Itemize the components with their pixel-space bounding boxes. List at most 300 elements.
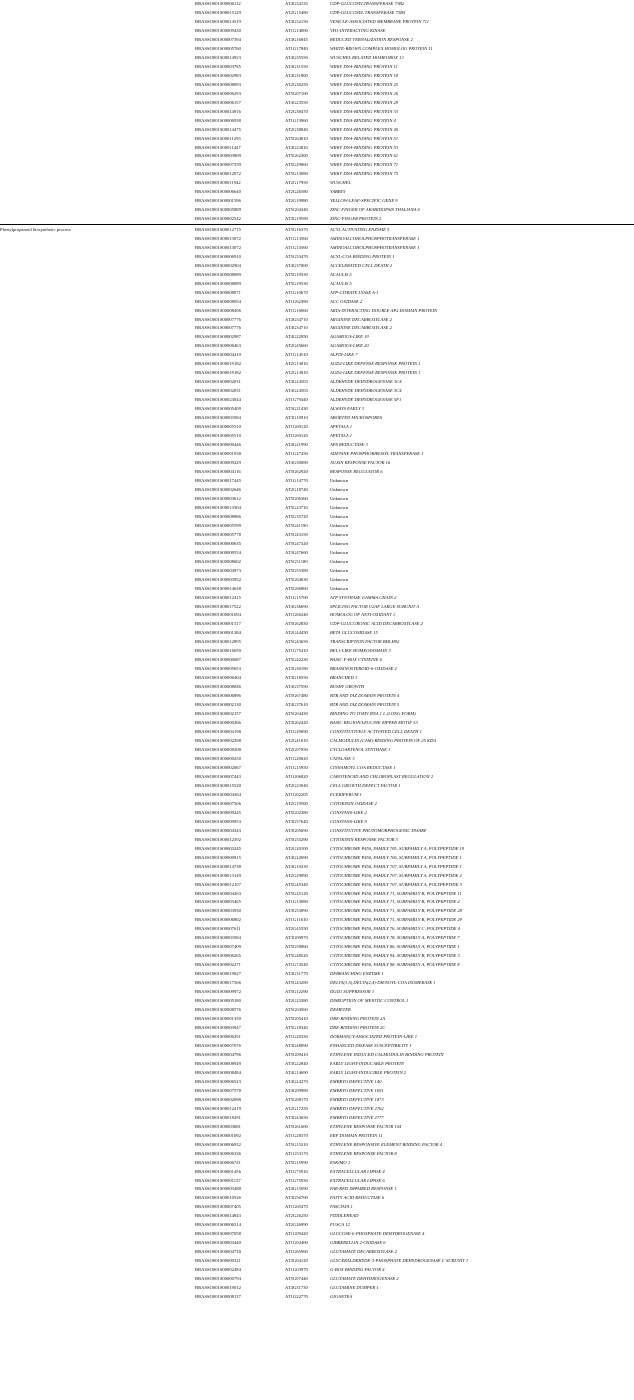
brassica-gene-id: BRASSO001S00002987 [195,334,241,340]
gene-description: WHITE-BROWN COMPLEX HOMOLOG PROTEIN 11 [330,45,433,51]
go-category-label [0,486,195,495]
arabidopsis-agi-code: AT4G19230 [285,863,308,869]
brassica-gene-id: BRASSO001S00005409 [195,406,241,412]
gene-description: Unknown [330,540,349,546]
go-category-label [0,1087,195,1096]
gene-description: APETALA 1 [330,424,353,430]
gene-description: HOMOLOG OF ANTI-OXIDANT 1 [330,612,396,618]
brassica-gene-id: BRASSO001S00002031 [195,379,241,385]
arabidopsis-agi-code: AT1G74540 [285,962,308,968]
table-row [0,1177,634,1186]
brassica-gene-id: BRASSO001S00001384 [195,630,241,636]
table-row [0,316,634,325]
gene-description: WRKY DNA-BINDING PROTEIN 61 [330,153,399,159]
gene-description: WUSCHEL RELATED HOMEOBOX 13 [330,54,404,60]
table-row [0,45,634,54]
go-category-label [0,206,195,215]
go-category-label [0,531,195,540]
arabidopsis-agi-code: AT4G24503 [285,388,308,394]
arabidopsis-agi-code: AT2G23040 [285,782,308,788]
table-row [0,898,634,907]
go-category-label [0,170,195,179]
gene-description: WRKY DNA-BINDING PROTEIN 4 [330,117,396,123]
go-category-label [0,27,195,36]
arabidopsis-agi-code: AT5G05410 [285,1016,308,1022]
gene-description: CYTOCHROME P450, FAMILY 71, SUBFAMILY B, POLYPEPTIDE 29 [330,917,462,923]
gene-description: BINDING TO TOMV RNA 1 L (LONG FORM) [330,711,416,717]
table-row [0,549,634,558]
gene-description: CELL GROWTH DEFECT FACTOR 1 [330,782,401,788]
brassica-gene-id: BRASSO001S00003245 [195,845,241,851]
table-row [0,988,634,997]
brassica-gene-id: BRASSO001S00007506 [195,800,241,806]
go-category-label [0,872,195,881]
arabidopsis-agi-code: AT5G15210 [285,1141,308,1147]
arabidopsis-agi-code: AT4G22690 [285,854,308,860]
gene-description: GLUTAMINE DUMPER 1 [330,1285,379,1291]
table-row [0,683,634,692]
gene-description: YABBY5 [330,189,346,195]
brassica-gene-id: BRASSO001S00002398 [195,738,241,744]
arabidopsis-agi-code: AT4G31730 [285,1285,308,1291]
brassica-gene-id: BRASSO001S00005599 [195,522,241,528]
go-category-label [0,405,195,414]
gene-description: VH1-INTERACTING KINASE [330,27,386,33]
arabidopsis-agi-code: AT2G38840 [285,126,308,132]
gene-description: ACAULIS 5 [330,280,352,286]
table-row [0,161,634,170]
go-category-label [0,1069,195,1078]
brassica-gene-id: BRASSO001S00009554 [195,549,241,555]
go-category-label [0,126,195,135]
brassica-gene-id: BRASSO001S00003681 [195,1123,241,1129]
table-row [0,1096,634,1105]
go-category-label [0,961,195,970]
table-row [0,925,634,934]
brassica-gene-id: BRASSO001S00012415 [195,594,241,600]
arabidopsis-agi-code: AT1G22770 [285,1294,308,1300]
gene-description: ADENINE PHOSPHORIBOSYL TRANSFERASE 1 [330,451,424,457]
gene-description: ETHYLENE RESPONSE FACTOR 8 [330,1150,397,1156]
table-row [0,1194,634,1203]
go-category-label [0,683,195,692]
go-category-label [0,1212,195,1221]
table-row [0,1123,634,1132]
gene-description: ALDEHYDE DEHYDROGENASE 3C4 [330,379,402,385]
table-row [0,135,634,144]
arabidopsis-agi-code: AT5G51180 [285,558,308,564]
go-category-label [0,1123,195,1132]
gene-description: CYTOCHROME P450, FAMILY 71, SUBFAMILY B, POLYPEPTIDE 2 [330,899,460,905]
table-row [0,1114,634,1123]
table-row [0,997,634,1006]
table-row [0,881,634,890]
brassica-gene-id: BRASSO001S00000321 [195,1258,241,1264]
go-category-label [0,1042,195,1051]
arabidopsis-agi-code: AT3G09970 [285,935,308,941]
table-row [0,1051,634,1060]
arabidopsis-agi-code: AT1G15950 [285,764,308,770]
gene-description: DGD1 SUPPRESSOR 1 [330,989,375,995]
gene-description: DEMETER [330,1007,351,1013]
go-category-label [0,1060,195,1069]
brassica-gene-id: BRASSO001S00003584 [195,415,241,421]
arabidopsis-agi-code: AT5G41190 [285,522,308,528]
arabidopsis-agi-code: AT2G20100 [285,845,308,851]
go-category-label [0,450,195,459]
arabidopsis-agi-code: AT1G79440 [285,397,308,403]
go-category-label [0,1194,195,1203]
gene-description: CYCLOARTENOL SYNTHASE 1 [330,747,391,752]
arabidopsis-agi-code: AT5G19530 [285,280,308,286]
arabidopsis-agi-code: AT3G43650 [285,1114,308,1120]
brassica-gene-id: BRASSO001S00002646 [195,486,241,492]
go-category-label [0,235,195,244]
go-category-label [0,567,195,576]
arabidopsis-agi-code: AT4G34135 [285,1,308,6]
brassica-gene-id: BRASSO001S00004343 [195,827,241,833]
arabidopsis-agi-code: AT5G04340 [285,207,308,213]
gene-description: Unknown [330,522,349,528]
arabidopsis-agi-code: AT2G23380 [285,998,308,1004]
arabidopsis-agi-code: AT1G20330 [285,1034,308,1039]
go-category-label [0,1006,195,1015]
brassica-gene-id: BRASSO001S00003488 [195,1186,241,1192]
gene-description: CONSTANS-LIKE 2 [330,809,367,815]
table-row [0,360,634,369]
gene-description: GLYCERALDEHYDE-3-PHOSPHATE DEHYDROGENASE C SUBUNIT 1 [330,1258,469,1264]
arabidopsis-agi-code: AT4G23810 [285,144,308,150]
gene-description: GIBBERELLIN 2-OXIDASE 6 [330,1240,386,1246]
table-row [0,504,634,513]
table-row [0,719,634,728]
arabidopsis-agi-code: AT1G10670 [285,289,308,295]
go-category-label [0,647,195,656]
go-category-label [0,800,195,809]
go-category-label [0,1141,195,1150]
gene-description: Unknown [330,495,349,501]
go-category-label [0,81,195,90]
go-category-label [0,378,195,387]
brassica-gene-id: BRASSO001S00003952 [195,576,241,582]
arabidopsis-agi-code: AT5G29860 [285,162,308,168]
brassica-gene-id: BRASSO001S00012392 [195,836,241,842]
arabidopsis-agi-code: AT5G43650 [285,639,308,645]
go-category-label [0,441,195,450]
arabidopsis-agi-code: AT2G19500 [285,800,308,806]
table-row [0,369,634,378]
arabidopsis-agi-code: AT1G13560 [285,235,308,241]
gene-description: EMBRYO DEFECTIVE 1873 [330,1096,384,1102]
table-row [0,414,634,423]
go-category-label [0,585,195,594]
go-category-label [0,432,195,441]
gene-description: WRKY DNA-BINDING PROTEIN 71 [330,162,399,168]
arabidopsis-agi-code: AT5G58860 [285,944,308,950]
table-row [0,396,634,405]
brassica-gene-id: BRASSO001S00007776 [195,325,241,331]
brassica-gene-id: BRASSO001S00001938 [195,451,241,457]
table-row [0,755,634,764]
table-row [0,961,634,970]
brassica-gene-id: BRASSO001S00006463 [195,343,241,349]
gene-description: WRKY DNA-BINDING PROTEIN 33 [330,108,399,114]
go-category-label [0,280,195,289]
brassica-gene-id: BRASSO001S00007076 [195,1042,241,1048]
table-row [0,72,634,81]
brassica-gene-id: BRASSO001S00000687 [195,657,241,663]
brassica-gene-id: BRASSO001S00008137 [195,1294,241,1300]
arabidopsis-agi-code: AT5G04430 [285,711,308,717]
brassica-gene-id: BRASSO001S00008886 [195,513,241,519]
table-row [0,289,634,298]
brassica-gene-id: BRASSO001S00002031 [195,388,241,394]
gene-description: Unknown [330,504,349,510]
go-category-label [0,1078,195,1087]
go-category-label [0,253,195,262]
table-row [0,665,634,674]
go-category-label [0,979,195,988]
brassica-gene-id: BRASSO001S00001517 [195,621,241,627]
table-row [0,1141,634,1150]
table-row [0,262,634,271]
arabidopsis-agi-code: AT5G62920 [285,468,308,474]
table-row [0,1221,634,1230]
table-row [0,934,634,943]
gene-description: Unknown [330,513,349,519]
arabidopsis-agi-code: AT1G62380 [285,298,308,304]
table-row [0,594,634,603]
table-row [0,1293,634,1302]
gene-description: GIGANTEA [330,1294,353,1300]
table-row [0,558,634,567]
arabidopsis-agi-code: AT5G62830 [285,621,308,627]
gene-description: ESKIMO 1 [330,1159,351,1165]
brassica-gene-id: BRASSO001S00005510 [195,433,241,439]
gene-description: ATP SYNTHASE GAMMA CHAIN 2 [330,594,397,600]
go-category-label [0,773,195,782]
arabidopsis-agi-code: AT2G41010 [285,738,308,744]
gene-description: G-BOX BINDING FACTOR 4 [330,1267,385,1273]
gene-description: YELLOW-LEAF-SPECIFIC GENE 9 [330,198,398,204]
arabidopsis-agi-code: AT5G55380 [285,567,308,573]
table-row [0,468,634,477]
go-category-label [0,90,195,99]
brassica-gene-id: BRASSO001S00002904 [195,262,241,268]
brassica-gene-id: BRASSO001S00019182 [195,361,241,367]
table-row [0,531,634,540]
table-row [0,890,634,899]
table-row [0,1006,634,1015]
brassica-gene-id: BRASSO001S00008949 [195,1060,241,1066]
arabidopsis-agi-code: AT1G29690 [285,729,308,735]
go-category-label [0,396,195,405]
brassica-gene-id: BRASSO001S00008054 [195,298,241,304]
arabidopsis-agi-code: AT5G13080 [285,171,308,177]
gene-description: ZINC-FINGER PROTEIN 2 [330,216,382,222]
table-row [0,979,634,988]
table-row [0,215,634,224]
table-row [0,225,634,235]
arabidopsis-agi-code: AT2G45550 [285,926,308,932]
go-category-label [0,737,195,746]
arabidopsis-agi-code: AT2G38470 [285,108,308,114]
gene-description: CYTOCHROME P450, FAMILY 705, SUBFAMILY A, POLYPEPTIDE 19 [330,845,465,851]
go-category-label [0,1275,195,1284]
brassica-gene-id: BRASSO001S00007611 [195,926,241,932]
gene-description: WRKY DNA-BINDING PROTEIN 26 [330,90,399,96]
go-category-label [0,72,195,81]
brassica-gene-id: BRASSO001S00014916 [195,108,241,114]
brassica-gene-id: BRASSO001S00008602 [195,558,241,564]
arabidopsis-agi-code: AT1G16060 [285,307,308,313]
go-category-label [0,152,195,161]
arabidopsis-agi-code: AT4G34710 [285,325,308,331]
arabidopsis-agi-code: AT1G28370 [285,1132,308,1138]
arabidopsis-agi-code: AT1G27450 [285,451,308,457]
gene-description: BUSHY GROWTH [330,684,365,690]
arabidopsis-agi-code: AT5G08170 [285,1096,308,1102]
go-category-label [0,188,195,197]
gene-description: AGD2-LIKE DEFENSE RESPONSE PROTEIN 1 [330,370,421,376]
table-row [0,773,634,782]
go-category-label [0,1024,195,1033]
table-row [0,1015,634,1024]
gene-description: Unknown [330,567,349,573]
table-row [0,836,634,845]
table-row [0,387,634,396]
gene-description: ACYL ACTIVATING ENZYME 5 [330,225,634,235]
table-row [0,63,634,72]
arabidopsis-agi-code: AT2G13810 [285,370,308,376]
table-row [0,540,634,549]
brassica-gene-id: BRASSO001S00023044 [195,397,241,403]
go-category-label [0,710,195,719]
arabidopsis-agi-code: AT4G09980 [285,1087,308,1093]
table-row [0,0,634,9]
go-category-label [0,611,195,620]
go-category-label [0,620,195,629]
arabidopsis-agi-code: AT5G45340 [285,881,308,887]
table-row [0,603,634,612]
brassica-gene-id: BRASSO001S00009430 [195,27,241,33]
brassica-gene-id: BRASSO001S00003785 [195,63,241,69]
gene-description: EMBRYO DEFECTIVE 2777 [330,1114,384,1120]
gene-description: ETHYLENE RESPONSIVE ELEMENT BINDING FACTOR 4 [330,1141,442,1147]
brassica-gene-id: BRASSO001S00005510 [195,424,241,430]
brassica-gene-id: BRASSO001S00009229 [195,460,241,465]
arabidopsis-agi-code: AT2G45660 [285,343,308,349]
gene-description: ERF DOMAIN PROTEIN 11 [330,1132,383,1138]
arabidopsis-agi-code: AT1G14770 [285,477,308,483]
go-category-label [0,459,195,468]
arabidopsis-agi-code: AT1G17840 [285,45,308,51]
go-category-label [0,1051,195,1060]
brassica-gene-id: BRASSO001S00000794 [195,1276,241,1282]
arabidopsis-agi-code: AT5G23710 [285,504,308,510]
brassica-gene-id: BRASSO001S00004210 [195,352,241,358]
go-category-label [0,540,195,549]
go-category-label [0,387,195,396]
brassica-gene-id: BRASSO001S00002484 [195,1267,241,1273]
table-row [0,36,634,45]
arabidopsis-agi-code: AT3G21430 [285,406,308,412]
gene-description: ETHYLENE RESPONSE FACTOR 104 [330,1123,402,1129]
go-category-label [0,179,195,188]
brassica-gene-id: BRASSO001S00007405 [195,1204,241,1210]
table-row [0,943,634,952]
arabidopsis-agi-code: AT5G18340 [285,1025,308,1031]
gene-description: WRKY DNA-BINDING PROTEIN 40 [330,126,399,132]
arabidopsis-agi-code: AT1G03970 [285,1267,308,1273]
gene-description: ALDEHYDE DEHYDROGENASE 5F1 [330,397,402,403]
arabidopsis-agi-code: AT1G65960 [285,1249,308,1255]
arabidopsis-agi-code: AT3G56700 [285,1195,308,1201]
table-row [0,342,634,351]
go-category-label [0,818,195,827]
brassica-gene-id: BRASSO001S00001157 [195,1177,241,1183]
arabidopsis-agi-code: AT4G37000 [285,262,308,268]
arabidopsis-agi-code: AT4G16845 [285,36,308,42]
go-category-label [0,1230,195,1239]
go-category-label [0,845,195,854]
arabidopsis-agi-code: AT3G62420 [285,720,308,726]
go-category-label [0,934,195,943]
table-row [0,1150,634,1159]
go-category-label [0,197,195,206]
gene-description: Unknown [330,576,349,582]
gene-description: ALFIN-LIKE 7 [330,352,358,358]
go-category-label [0,1203,195,1212]
gene-description: CYTOCHROME P450, FAMILY 76, SUBFAMILY C, POLYPEPTIDE 4 [330,926,460,932]
gene-description: EARLY LIGHT-INDUCABLE PROTEIN [330,1060,404,1066]
gene-description: UDP-GLUCOSYL TRANSFERASE 73B5 [330,9,406,15]
go-category-label [0,307,195,316]
go-category-label [0,1185,195,1194]
table-row [0,782,634,791]
arabidopsis-agi-code: AT1G15700 [285,594,308,600]
gene-description: WRKY DNA-BINDING PROTEIN 75 [330,171,399,177]
table-row [0,495,634,504]
gene-description: APETALA 1 [330,433,353,439]
gene-description: RESPONSE REGULATOR 6 [330,468,383,474]
arabidopsis-agi-code: AT2G26250 [285,1213,308,1219]
gene-description: REDUCED VERNALIZATION RESPONSE 2 [330,36,413,42]
brassica-gene-id: BRASSO001S00006523 [195,1078,241,1084]
gene-description: CONSTITUTIVE PHOTOMORPHOGENIC DWARF [330,827,427,833]
arabidopsis-agi-code: AT2G17250 [285,1105,308,1111]
brassica-gene-id: BRASSO001S00005180 [195,998,241,1004]
brassica-gene-id: BRASSO001S00008576 [195,1007,241,1013]
gene-description: ENHANCED DISEASE SUSCEPTIBILITY 1 [330,1042,412,1048]
gene-description: UDP-GLUCOSYLTRANSFERASE 73B2 [330,1,405,6]
gene-description: AGD2-LIKE DEFENSE RESPONSE PROTEIN 1 [330,361,421,367]
arabidopsis-agi-code: AT2G13810 [285,361,308,367]
go-category-label [0,1284,195,1293]
table-row [0,728,634,737]
gene-description: CYTOCHROME P450, FAMILY 98, SUBFAMILY A, POLYPEPTIDE 8 [330,962,460,968]
brassica-gene-id: BRASSO001S00007409 [195,944,241,950]
brassica-gene-id: BRASSO001S00014843 [195,1213,241,1219]
go-category-label [0,161,195,170]
go-category-label [0,45,195,54]
gene-description: GLUTAMATE DECARBOXYLASE 2 [330,1249,397,1255]
go-category-label [0,144,195,153]
gene-description: EMBRYO DEFECTIVE 1691 [330,1087,384,1093]
brassica-gene-id: BRASSO001S00006336 [195,1150,241,1156]
brassica-gene-id: BRASSO001S00006514 [195,1222,241,1228]
go-category-label [0,99,195,108]
